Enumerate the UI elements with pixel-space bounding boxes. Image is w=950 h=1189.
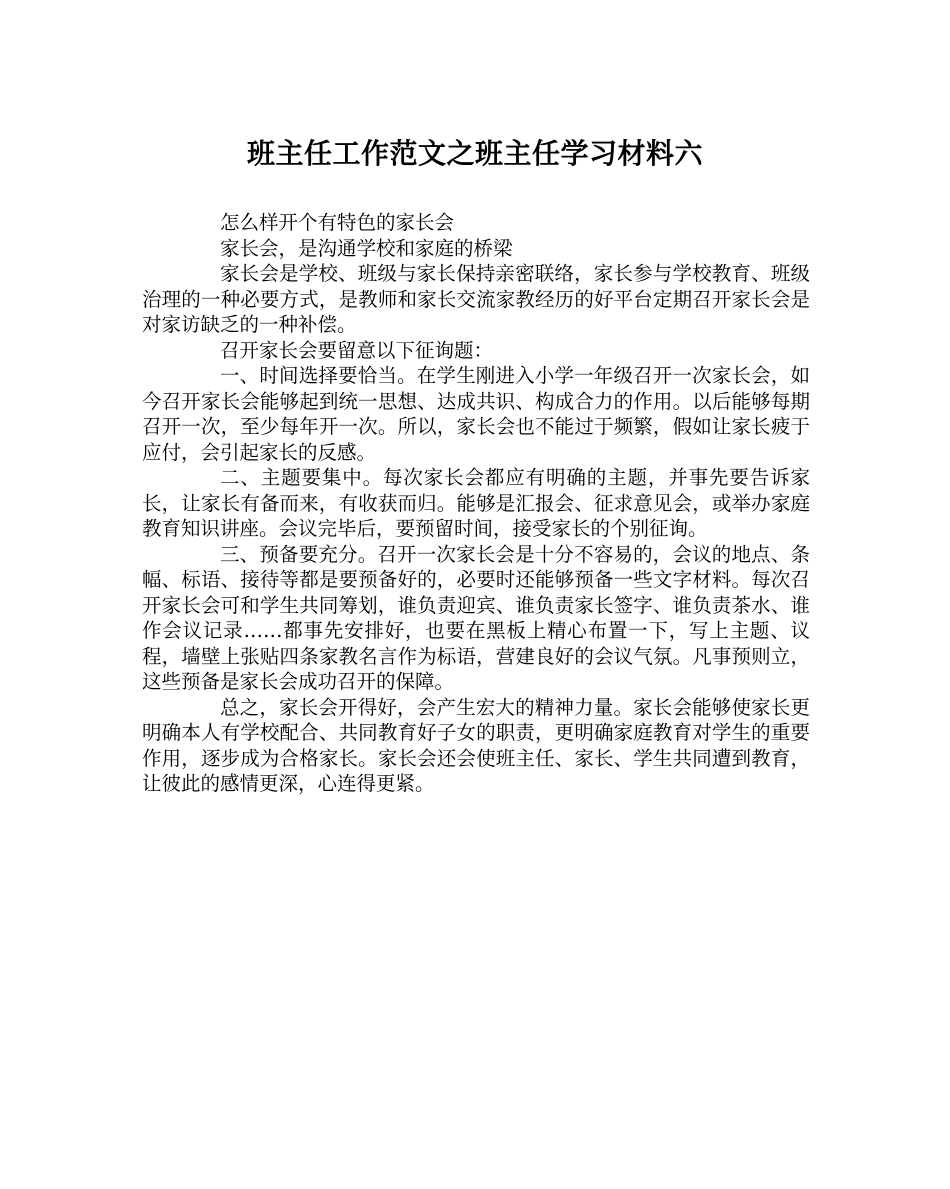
paragraph-subtitle-2: 家长会，是沟通学校和家庭的桥梁 <box>220 236 513 260</box>
paragraph-intro: 家长会是学校、班级与家长保持亲密联络，家长参与学校教育、班级治理的一种必要方式，是教师和家长交流家教经历的好平台定期召开家长会是对家访缺乏的一种补偿。 <box>142 262 810 336</box>
paragraph-point-2: 二、主题要集中。每次家长会都应有明确的主题，并事先要告诉家长，让家长有备而来，有收获而归。能够是汇报会、征求意见会，或举办家庭教育知识讲座。会议完毕后，要预留时间，接受家长的个别征询。 <box>142 466 810 540</box>
paragraph-notice: 召开家长会要留意以下征询题： <box>220 338 494 362</box>
paragraph-subtitle-1: 怎么样开个有特色的家长会 <box>220 211 455 234</box>
paragraph-conclusion: 总之，家长会开得好，会产生宏大的精神力量。家长会能够使家长更明确本人有学校配合、共同教育好子女的职责，更明确家庭教育对学生的重要作用，逐步成为合格家长。家长会还会使班主任、家长、学生共同遭到教育，让彼此的感情更深，心连得更紧。 <box>142 695 810 795</box>
paragraph-point-3: 三、预备要充分。召开一次家长会是十分不容易的，会议的地点、条幅、标语、接待等都是要预备好的，必要时还能够预备一些文字材料。每次召开家长会可和学生共同筹划，谁负责迎宾、谁负责家长签字、谁负责茶水、谁作会议记录……都事先安排好，也要在黑板上精心布置一下，写上主题、议程，墙壁上张贴四条家教名言作为标语，营建良好的会议气氛。凡事预则立，这些预备是家长会成功召开的保障。 <box>142 542 810 693</box>
document-body <box>142 210 810 797</box>
document-title: 班主任工作范文之班主任学习材料六 <box>246 137 703 170</box>
paragraph-point-1: 一、时间选择要恰当。在学生刚进入小学一年级召开一次家长会，如今召开家长会能够起到统一思想、达成共识、构成合力的作用。以后能够每期召开一次，至少每年开一次。所以，家长会也不能过于频繁，假如让家长疲于应付，会引起家长的反感。 <box>142 364 810 464</box>
